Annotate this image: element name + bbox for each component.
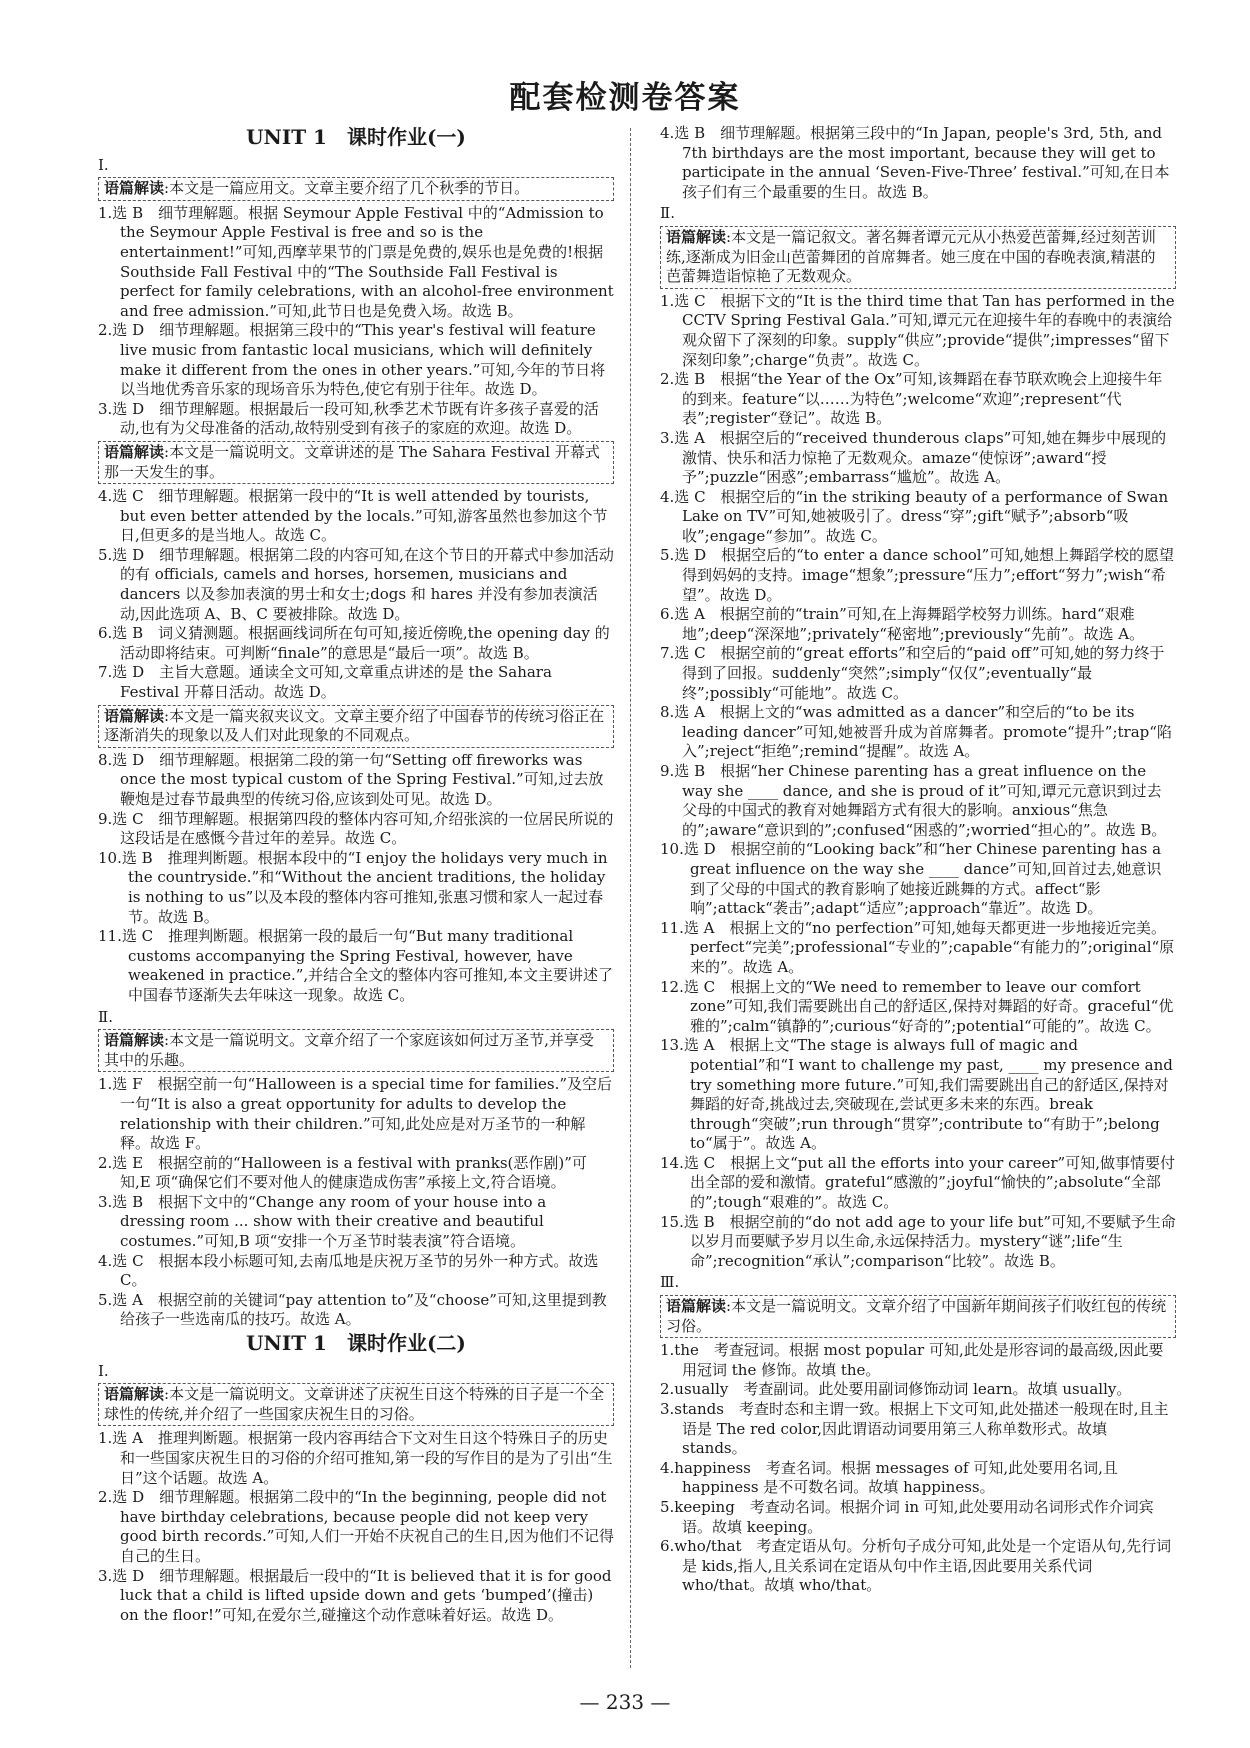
passage-summary-box xyxy=(660,1295,1176,1338)
answer-item: 13.选 A 根据上文“The stage is always full of magic and potential”和“I want to challenge my past, ____ my presence and try something more future.”可知,我们需要跳出自己的舒适区,保持对舞蹈的好奇,挑战过去,突破现在,尝试更多未来的东西。break through“突破”;run through“贯穿”;contribute to“有助于”;belong to“属于”。故选 A。 xyxy=(660,1036,1173,1153)
answer-item: 8.选 A 根据上文的“was admitted as a dancer”和空后的“to be its leading dancer”可知,她被晋升成为首席舞者。promote“提升”;trap“陷入”;reject“拒绝”;remind“提醒”。故选 A。 xyxy=(660,703,1172,761)
answer-item: 1.the 考查冠词。根据 most popular 可知,此处是形容词的最高级,因此要用冠词 the 修饰。故填 the。 xyxy=(660,1341,1164,1379)
answer-item: 4.选 B 细节理解题。根据第三段中的“In Japan, people's 3rd, 5th, and 7th birthdays are the most important, because they will get to participate in the annual ‘Seven-Five-Three’ festival.”可知,在日本孩子们有三个最重要的生日。故选 B。 xyxy=(660,124,1170,201)
answer-item: 3.选 D 细节理解题。根据最后一段可知,秋季艺术节既有许多孩子喜爱的活动,也有为父母准备的活动,故特别受到有孩子的家庭的欢迎。故选 D。 xyxy=(98,399,599,438)
answer-item: 3.选 B 根据下文中的“Change any room of your house into a dressing room ... show with their creative and beautiful costumes.”可知,B 项“安排一个万圣节时装表演”符合语境。 xyxy=(98,1192,547,1251)
passage-summary-box xyxy=(98,177,614,201)
summary-text: :本文是一篇记叙文。著名舞者谭元元从小热爱芭蕾舞,经过刻苦训练,逐渐成为旧金山芭蕾舞团的首席舞者。她三度在中国的春晚表演,精湛的芭蕾舞造诣惊艳了无数观众。 xyxy=(666,227,1156,286)
section-label: Ⅱ. xyxy=(98,1007,113,1026)
answer-item: 2.选 D 细节理解题。根据第二段中的“In the beginning, people did not have birthday celebrations, because people did not keep very good birth records.”可知,人们一开始不庆祝自己的生日,因为他们不记得自己的生日。 xyxy=(98,1488,614,1565)
page-number: — 233 — xyxy=(579,1690,671,1714)
summary-text: :本文是一篇说明文。文章讲述了庆祝生日这个特殊的日子是一个全球性的传统,并介绍了一些国家庆祝生日的习俗。 xyxy=(104,1385,605,1423)
answer-item: 15.选 B 根据空前的“do not add age to your life but”可知,不要赋予生命以岁月而要赋予岁月以生命,永远保持活力。mystery“谜”;life“生命”;recognition“承认”;comparison“比较”。故选 B。 xyxy=(660,1212,1176,1270)
answer-item: 11.选 A 根据上文的“no perfection”可知,她每天都更进一步地接近完美。perfect“完美”;professional“专业的”;capable“有能力的”;original“原来的”。故选 A。 xyxy=(660,918,1175,976)
answer-item: 11.选 C 推理判断题。根据第一段的最后一句“But many traditional customs accompanying the Spring Festival, however, have weakened in practice.”,并结合全文的整体内容可推知,本文主要讲述了中国春节逐渐失去年味这一现象。故选 C。 xyxy=(98,927,613,1004)
answer-item: 6.who/that 考查定语从句。分析句子成分可知,此处是一个定语从句,先行词是 kids,指人,且关系词在定语从句中作主语,因此要用关系代词 who/that。故填 who/that。 xyxy=(660,1537,1172,1595)
answer-item: 4.选 C 根据本段小标题可知,去南瓜地是庆祝万圣节的另外一种方式。故选 C。 xyxy=(98,1251,599,1290)
answer-item: 2.usually 考查副词。此处要用副词修饰动词 learn。故填 usually。 xyxy=(660,1380,1132,1399)
answer-item: 1.选 A 推理判断题。根据第一段内容再结合下文对生日这个特殊日子的历史和一些国家庆祝生日的习俗的介绍可推知,第一段的写作目的是为了引出“生日”这个话题。故选 A。 xyxy=(98,1429,613,1487)
section-label: Ⅰ. xyxy=(98,1361,109,1380)
summary-text: :本文是一篇说明文。文章介绍了一个家庭该如何过万圣节,并享受其中的乐趣。 xyxy=(104,1031,594,1069)
page-title: 配套检测卷答案 xyxy=(509,80,741,116)
passage-summary-box xyxy=(98,441,614,484)
summary-lead: 语篇解读 xyxy=(104,706,165,725)
answer-item: 10.选 D 根据空前的“Looking back”和“her Chinese parenting has a great influence on the way she ____ dance”可知,回首过去,她意识到了父母的中国式的教育影响了她接近跳舞的方式。affect“影响”;attack“袭击”;adapt“适应”;approach“靠近”。故选 D。 xyxy=(660,840,1162,918)
answer-item: 7.选 D 主旨大意题。通读全文可知,文章重点讲述的是 the Sahara Festival 开幕日活动。故选 D。 xyxy=(98,663,552,702)
summary-lead: 语篇解读 xyxy=(104,1385,165,1404)
passage-summary-box xyxy=(98,1383,614,1426)
passage-summary-box xyxy=(98,1029,614,1072)
column-divider xyxy=(630,128,631,1668)
answer-item: 3.选 D 细节理解题。根据最后一段中的“It is believed that it is for good luck that a child is lifted upside down and gets ‘bumped’(撞击) on the floor!”可知,在爱尔兰,碰撞这个动作意味着好运。故选 D。 xyxy=(98,1566,612,1624)
answer-item: 3.stands 考查时态和主谓一致。根据上下文可知,此处描述一般现在时,且主语是 The red color,因此谓语动词要用第三人称单数形式。故填 stands。 xyxy=(660,1400,1169,1458)
answer-item: 5.选 D 细节理解题。根据第二段的内容可知,在这个节日的开幕式中参加活动的有 officials, camels and horses, horsemen, musicians and dancers 以及参加表演的男士和女士;dogs 和 hares 并没有参加表演活动,因此选项 A、B、C 要被排除。故选 D。 xyxy=(98,545,614,623)
answer-item: 1.选 C 根据下文的“It is the third time that Tan has performed in the CCTV Spring Festival Gala.”可知,谭元元在迎接牛年的春晚中的表演给观众留下了深刻的印象。supply“供应”;provide“提供”;impresses“留下深刻印象”;charge“负责”。故选 C。 xyxy=(660,291,1175,369)
summary-text: :本文是一篇应用文。文章主要介绍了几个秋季的节日。 xyxy=(164,179,530,198)
passage-summary-box xyxy=(98,705,614,748)
summary-lead: 语篇解读 xyxy=(104,1031,165,1050)
answer-item: 9.选 C 细节理解题。根据第四段的整体内容可知,介绍张滨的一位居民所说的这段话是在感慨今昔过年的差异。故选 C。 xyxy=(98,809,614,848)
answer-item: 8.选 D 细节理解题。根据第二段的第一句“Setting off fireworks was once the most typical custom of the Spring Festival.”可知,过去放鞭炮是过春节最典型的传统习俗,应该到处可见。故选 D。 xyxy=(98,750,604,808)
passage-summary-box xyxy=(660,226,1176,289)
answer-item: 6.选 B 词义猜测题。根据画线词所在句可知,接近傍晚,the opening day 的活动即将结束。可判断“finale”的意思是“最后一项”。故选 B。 xyxy=(98,624,610,662)
summary-text: :本文是一篇说明文。文章介绍了中国新年期间孩子们收红包的传统习俗。 xyxy=(666,1297,1167,1335)
answer-item: 1.选 F 根据空前一句“Halloween is a special time for families.”及空后一句“It is also a great opportunity for adults to develop the relationship with their children.”可知,此处应是对万圣节的一种解释。故选 F。 xyxy=(98,1075,613,1153)
summary-lead: 语篇解读 xyxy=(104,179,165,198)
answer-item: 1.选 B 细节理解题。根据 Seymour Apple Festival 中的“Admission to the Seymour Apple Festival is free and so is the entertainment!”可知,西摩苹果节的门票是免费的,娱乐也是免费的!根据 Southside Fall Festival 中的“The Southside Fall Festival is perfect for family celebrations, with an alcohol-free environment and free admission.”可知,此节日也是免费入场。故选 B。 xyxy=(98,203,614,320)
summary-text: :本文是一篇夹叙夹议文。文章主要介绍了中国春节的传统习俗正在逐渐消失的现象以及人们对此现象的不同观点。 xyxy=(104,706,605,745)
right-column xyxy=(660,124,1176,1596)
section-label: Ⅲ. xyxy=(660,1273,680,1292)
answer-item: 9.选 B 根据“her Chinese parenting has a great influence on the way she ____ dance, and she is proud of it”可知,谭元元意识到过去父母的中国式的教育对她舞蹈方式有很大的影响。anxious“焦急的”;aware“意识到的”;confused“困惑的”;worried“担心的”。故选 B。 xyxy=(660,762,1167,839)
answer-item: 14.选 C 根据上文“put all the efforts into your career”可知,做事情要付出全部的爱和激情。grateful“感激的”;joyful“愉快的”;absolute“全部的”;tough“艰难的”。故选 C。 xyxy=(660,1153,1175,1212)
answer-item: 12.选 C 根据上文的“We need to remember to leave our comfort zone”可知,我们需要跳出自己的舒适区,保持对舞蹈的好奇。graceful“优雅的”;calm“镇静的”;curious“好奇的”;potential“可能的”。故选 C。 xyxy=(660,977,1174,1035)
answer-item: 4.happiness 考查名词。根据 messages of 可知,此处要用名词,且 happiness 是不可数名词。故填 happiness。 xyxy=(660,1458,1118,1497)
answer-item: 4.选 C 根据空后的“in the striking beauty of a performance of Swan Lake on TV”可知,她被吸引了。dress“穿”;gift“赋予”;absorb“吸收”;engage“参加”。故选 C。 xyxy=(660,487,1169,545)
answer-item: 10.选 B 推理判断题。根据本段中的“I enjoy the holidays very much in the countryside.”和“Without the ancient traditions, the holiday is nothing to us”以及本段的整体内容可推知,张惠习惯和家人一起过春节。故选 B。 xyxy=(98,848,608,926)
summary-lead: 语篇解读 xyxy=(666,1297,727,1316)
answer-item: 3.选 A 根据空后的“received thunderous claps”可知,她在舞步中展现的激情、快乐和活力惊艳了无数观众。amaze“使惊讶”;award“授予”;puzzle“困惑”;embarrass“尴尬”。故选 A。 xyxy=(660,428,1167,487)
answer-item: 5.keeping 考查动名词。根据介词 in 可知,此处要用动名词形式作介词宾语。故填 keeping。 xyxy=(660,1497,1154,1536)
summary-lead: 语篇解读 xyxy=(104,442,165,461)
answer-item: 5.选 A 根据空前的关键词“pay attention to”及“choose”可知,这里提到教给孩子一些选南瓜的技巧。故选 A。 xyxy=(98,1290,607,1329)
answer-item: 2.选 E 根据空前的“Halloween is a festival with pranks(恶作剧)”可知,E 项“确保它们不要对他人的健康造成伤害”承接上文,符合语境。 xyxy=(98,1153,587,1192)
answer-item: 6.选 A 根据空前的“train”可知,在上海舞蹈学校努力训练。hard“艰难地”;deep“深深地”;privately“秘密地”;previously“先前”。故选 A。 xyxy=(660,605,1145,643)
section-label: Ⅱ. xyxy=(660,204,675,223)
summary-text: :本文是一篇说明文。文章讲述的是 The Sahara Festival 开幕式那一天发生的事。 xyxy=(104,442,600,481)
unit-heading-2: UNIT 1 课时作业(二) xyxy=(246,1331,466,1356)
answer-item: 7.选 C 根据空前的“great efforts”和空后的“paid off”可知,她的努力终于得到了回报。suddenly“突然”;simply“仅仅”;eventually“最终”;possibly“可能地”。故选 C。 xyxy=(660,644,1165,702)
unit-heading-1: UNIT 1 课时作业(一) xyxy=(246,125,466,149)
section-label: Ⅰ. xyxy=(98,155,109,174)
summary-lead: 语篇解读 xyxy=(666,227,727,246)
answer-item: 2.选 B 根据“the Year of the Ox”可知,该舞蹈在春节联欢晚会上迎接牛年的到来。feature“以……为特色”;welcome“欢迎”;represent“代表”;register“登记”。故选 B。 xyxy=(660,370,1163,428)
answer-item: 4.选 C 细节理解题。根据第一段中的“It is well attended by tourists, but even better attended by the locals.”可知,游客虽然也参加这个节日,但更多的是当地人。故选 C。 xyxy=(98,487,608,545)
answer-item: 2.选 D 细节理解题。根据第三段中的“This year's festival will feature live music from fantastic local musicians, which will definitely make it different from the ones in other years.”可知,今年的节日将以当地优秀音乐家的现场音乐为特色,使它有别于往年。故选 D。 xyxy=(98,321,606,399)
answer-item: 5.选 D 根据空后的“to enter a dance school”可知,她想上舞蹈学校的愿望得到妈妈的支持。image“想象”;pressure“压力”;effort“努力”;wish“希望”。故选 D。 xyxy=(660,546,1175,604)
left-column xyxy=(98,124,614,1625)
